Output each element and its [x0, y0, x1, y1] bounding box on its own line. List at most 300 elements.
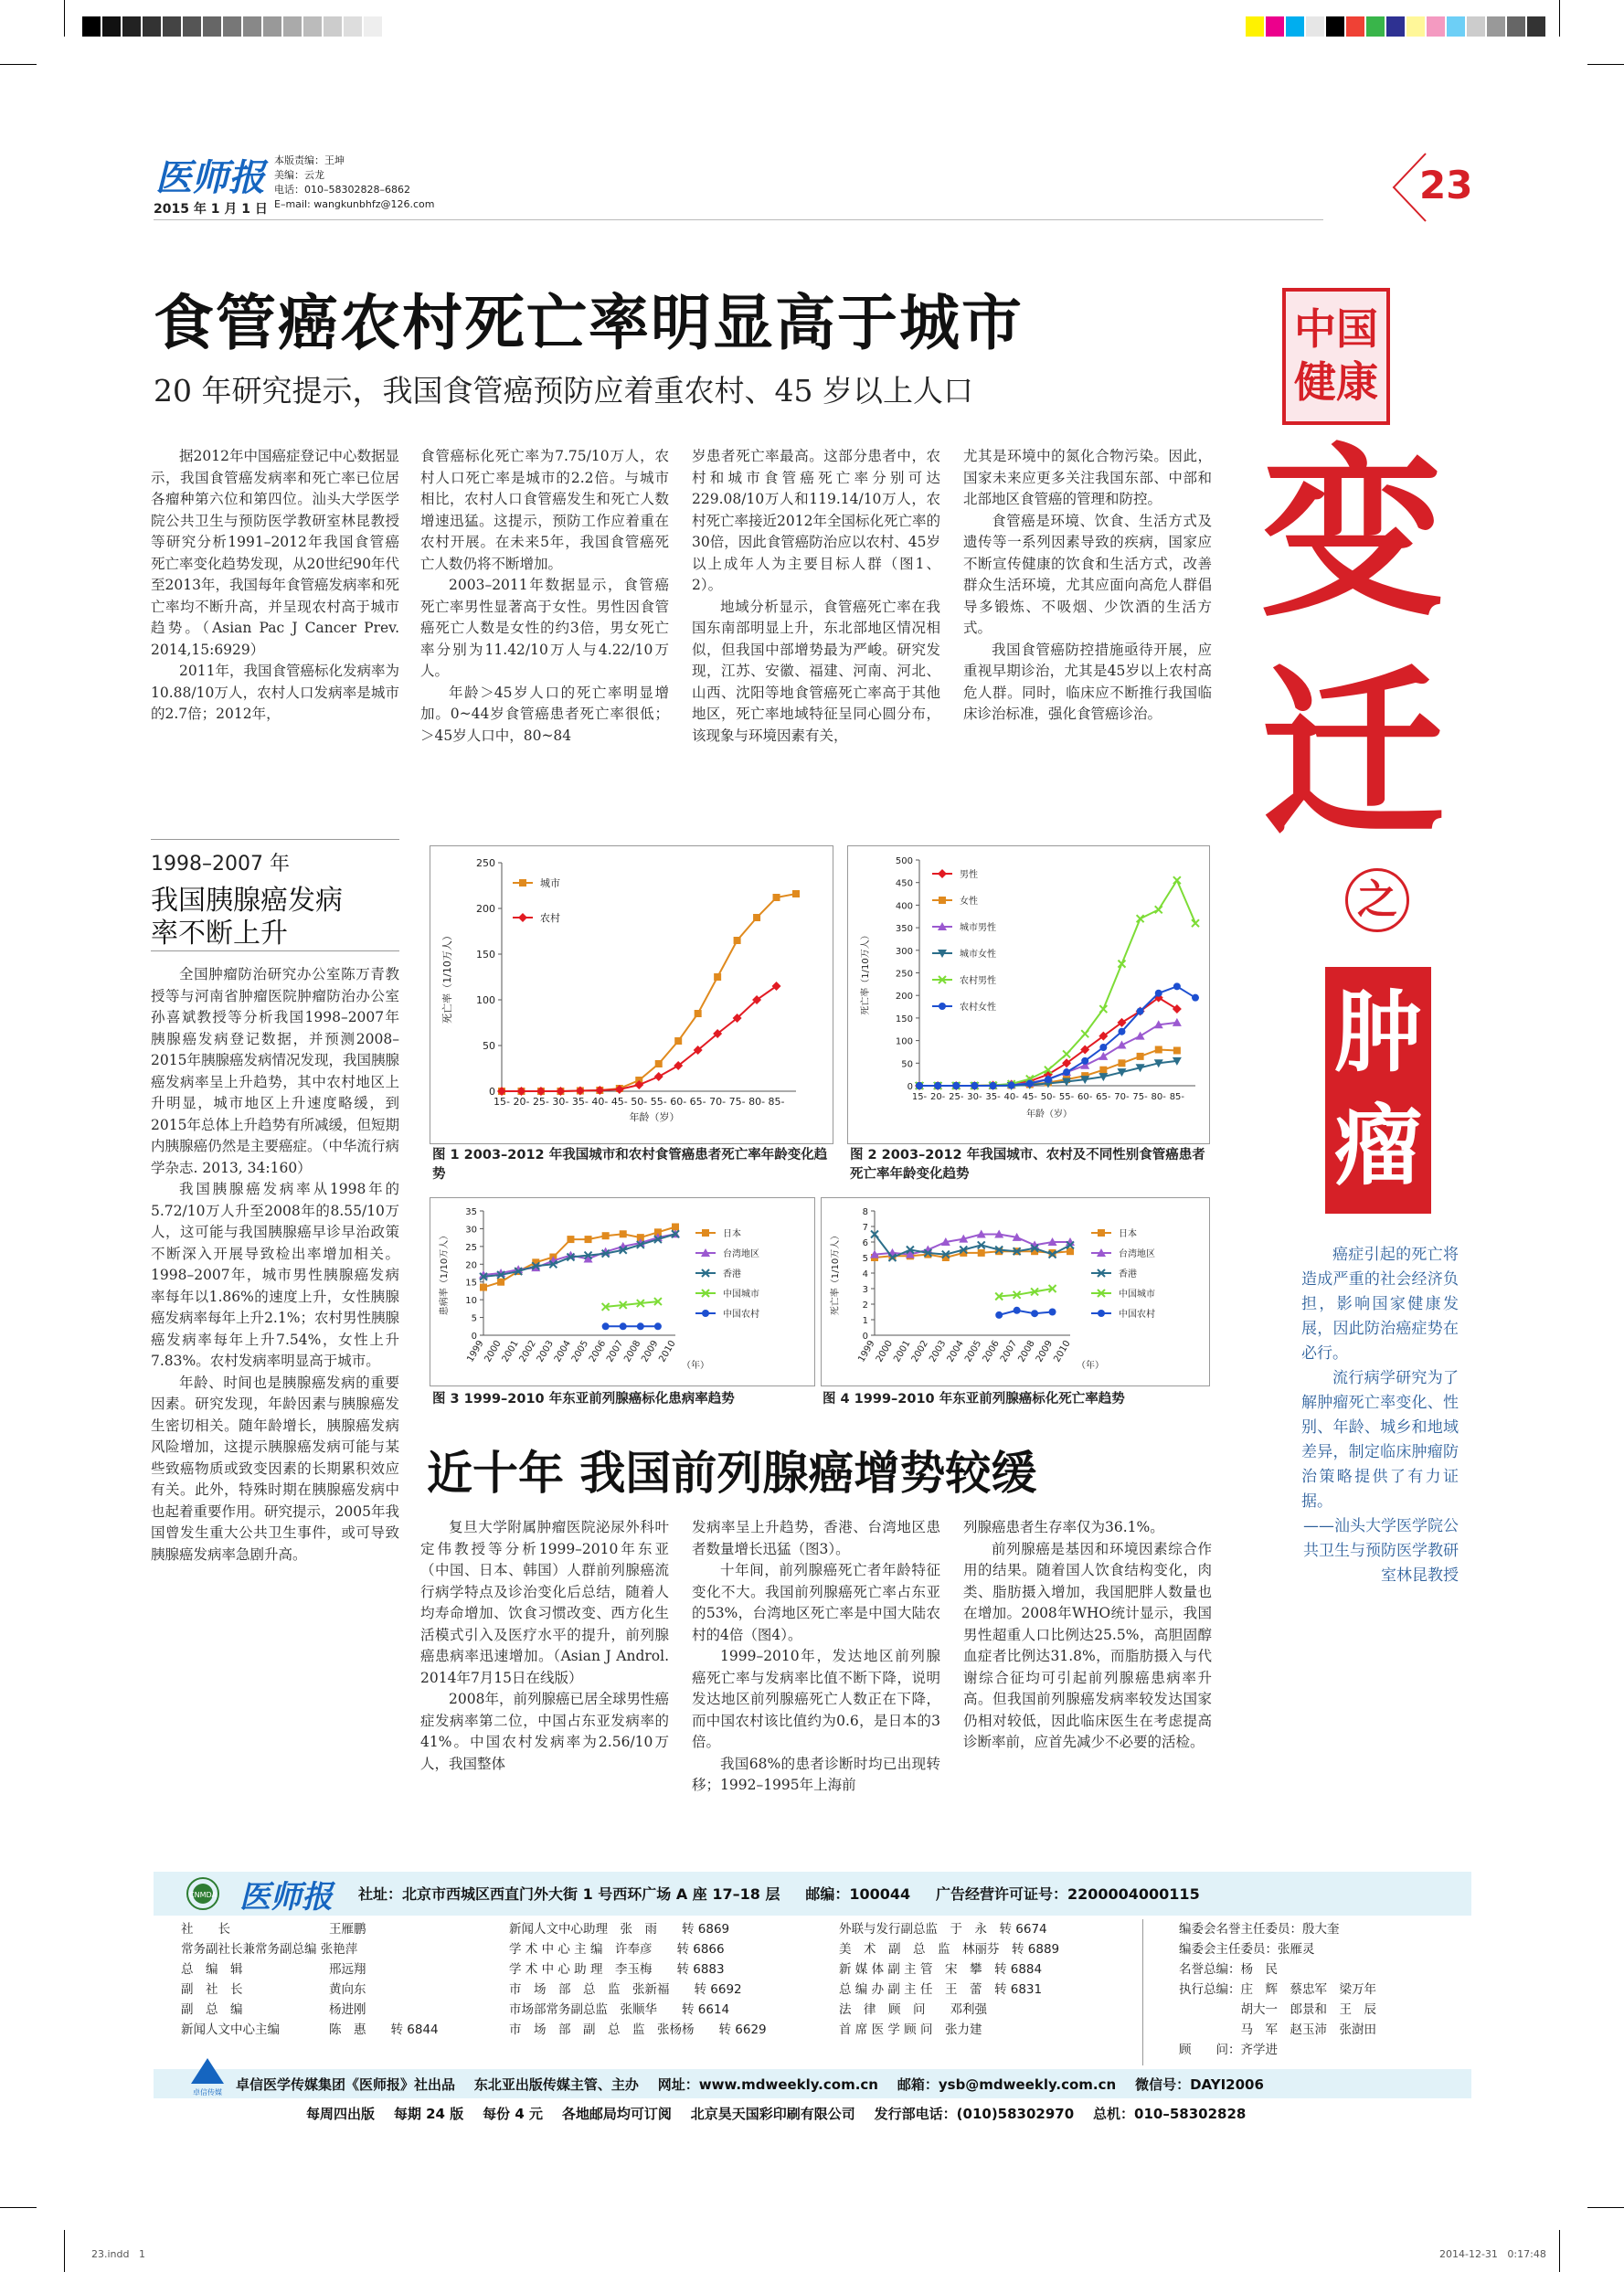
legend-label: 男性 [960, 870, 978, 880]
tumor-label-1: 肿 [1334, 982, 1422, 1084]
data-point [1136, 1032, 1145, 1040]
article2-paragraph: 我国胰腺癌发病率从1998年的5.72/10万人升至2008年的8.55/10万人，这可能与我国胰腺癌早诊早治政策不断深入开展导致检出率增加相关。1998–2007年，城市男性胰腺癌发病率每年以1.86%的速度上升，女性胰腺癌发病率每年上升2.1%；农村男性胰腺癌发病率每年上升7.54%，女性上升7.83%。农村发病率明显高于城市。 [151, 1181, 399, 1369]
data-point [939, 1003, 946, 1010]
data-point [674, 1037, 682, 1045]
cnmda-logo-icon [181, 1875, 225, 1912]
y-tick-label: 15 [465, 1278, 477, 1289]
article3-paragraph: 发病率呈上升趋势，香港、台湾地区患者数量增长迅猛（图3）。 [692, 1519, 940, 1557]
figure-4-chart [822, 1198, 1209, 1385]
article2-body [151, 964, 399, 1566]
staff-line: 常务副社长兼常务副总编 张艳萍 [181, 1942, 358, 1957]
data-point [567, 1236, 574, 1243]
x-tick-label: 40- [1003, 1092, 1019, 1102]
figure-2-chart [848, 846, 1209, 1143]
y-tick-label: 30 [465, 1225, 477, 1236]
figure-3-chart [430, 1198, 814, 1385]
article3-paragraph: 1999–2010年，发达地区前列腺癌死亡率与发病率比值不断下降，说明发达地区前列腺癌死亡人数正在下降，而中国农村该比值约为0.6，是日本的3倍。 [692, 1648, 940, 1750]
sidebar-paragraph-1: 癌症引起的死亡将造成严重的社会经济负担，影响国家健康发展，因此防治癌症势在必行。 [1301, 1246, 1459, 1363]
data-point [1173, 982, 1181, 990]
staff-divider [1142, 1919, 1143, 2065]
y-axis-label: 死亡率（1/10万人） [861, 930, 871, 1015]
crop-mark [0, 2207, 37, 2208]
data-point [938, 869, 947, 878]
data-point [753, 914, 760, 921]
article1-column-4 [963, 446, 1212, 726]
x-tick-label: 15- [494, 1096, 510, 1108]
y-tick-label: 400 [895, 901, 913, 912]
masthead-rule [154, 219, 1323, 220]
crop-mark [1587, 64, 1624, 65]
x-tick-label: 80- [748, 1096, 766, 1108]
x-tick-label: 2001 [500, 1339, 521, 1364]
staff-line: 新 媒 体 副 主 管 宋 攀 转 6884 [839, 1962, 1043, 1977]
figure-4 [821, 1197, 1210, 1386]
y-tick-label: 0 [489, 1086, 495, 1098]
editor-credit: 本版责编：王坤 [274, 154, 345, 166]
x-tick-label: 2009 [640, 1339, 661, 1364]
column-title-bian: 变 [1261, 427, 1445, 642]
data-point [1173, 876, 1181, 884]
y-tick-label: 250 [476, 857, 495, 869]
data-point [1063, 1068, 1070, 1076]
data-point [1137, 1007, 1144, 1014]
y-tick-label: 50 [483, 1040, 495, 1052]
column-title-zhi-circle [1345, 868, 1409, 932]
legend-label: 中国农村 [723, 1310, 759, 1320]
figure-1 [430, 845, 833, 1144]
staff-line: 社 长 王雁鹏 [181, 1922, 366, 1937]
staff-line: 市场部常务副总监 张顺华 转 6614 [509, 2002, 730, 2017]
data-point [519, 879, 526, 887]
article1-paragraph: 据2012年中国癌症登记中心数据显示，我国食管癌发病率和死亡率已位居各瘤种第六位和第四位。汕头大学医学院公共卫生与预防医学教研室林昆教授等研究分析1991–2012年我国食管癌死亡率变化趋势发现，从20世纪90年代至2013年，我国每年食管癌发病率和死亡率均不断升高，并呈现农村高于城市趋势。（Asian Pac J Cancer Prev. 2014,15:6929） [151, 448, 399, 658]
y-tick-label: 150 [895, 1014, 913, 1025]
column-title-qian: 迁 [1261, 646, 1445, 861]
staff-line: 外联与发行副总监 于 永 转 6674 [839, 1922, 1047, 1937]
x-tick-label: 2000 [874, 1339, 896, 1364]
legend-label: 城市男性 [960, 923, 996, 933]
legend-label: 农村 [540, 912, 560, 924]
legend-label: 日本 [1119, 1229, 1137, 1239]
legend-label: 中国农村 [1119, 1310, 1155, 1320]
staff-line: 编委会名誉主任委员：殷大奎 [1179, 1922, 1340, 1937]
x-tick-label: 2005 [963, 1339, 984, 1364]
page-number: 23 [1419, 163, 1473, 207]
x-tick-label: 60- [670, 1096, 687, 1108]
x-tick-label: 85- [1169, 1092, 1185, 1102]
x-tick-label: 25- [532, 1096, 549, 1108]
y-tick-label: 4 [862, 1269, 868, 1279]
staff-column-2 [509, 1919, 767, 2040]
staff-line: 执行总编：庄 辉 蔡忠军 梁万年 [1179, 1982, 1376, 1997]
x-tick-label: 2003 [928, 1339, 949, 1364]
y-tick-label: 10 [465, 1296, 477, 1307]
sidebar-signature: ——汕头大学医学院公共卫生与预防医学教研室林昆教授 [1303, 1517, 1459, 1585]
article1-column-1 [151, 446, 399, 726]
x-tick-label: 1999 [465, 1339, 486, 1364]
article3-column-2 [692, 1517, 940, 1797]
article2-kicker: 1998–2007 年 [151, 853, 290, 876]
article1-paragraph: 食管癌是环境、饮食、生活方式及遗传等一系列因素导致的疾病，国家应不断宣传健康的饮食和生活方式，改善群众生活环境，尤其应面向高危人群倡导多锻炼、不吸烟、少饮酒的生活方式。 [963, 512, 1212, 636]
data-point [773, 894, 780, 901]
data-point [1014, 1307, 1021, 1314]
y-tick-label: 0 [471, 1332, 477, 1342]
x-tick-label: 60- [1077, 1092, 1093, 1102]
page-title: 食管癌农村死亡率明显高于城市 [154, 288, 1024, 358]
data-point [990, 1082, 997, 1089]
x-tick-label: 30- [552, 1096, 569, 1108]
slug-timestamp: 2014-12-31 0:17:48 [1439, 2248, 1546, 2260]
staff-column-1 [181, 1919, 439, 2040]
staff-line: 市 场 部 副 总 监 张杨杨 转 6629 [509, 2023, 767, 2037]
data-point [1049, 1309, 1056, 1316]
article3-paragraph: 十年间，前列腺癌死亡者年龄特征变化不大。我国前列腺癌死亡率占东亚的53%，台湾地区死亡率是中国大陆农村的4倍（图4）。 [692, 1562, 940, 1643]
y-tick-label: 2 [862, 1301, 868, 1311]
x-tick-label: 75- [1132, 1092, 1148, 1102]
crop-mark [1559, 2230, 1560, 2272]
article3-paragraph: 2008年，前列腺癌已居全球男性癌症发病率第二位，中国占东亚发病率的41%。中国农村发病率为2.56/10万人，我国整体 [420, 1691, 669, 1772]
data-point [1118, 1059, 1125, 1067]
series-line [606, 1301, 658, 1307]
data-point [1063, 1050, 1070, 1057]
sidebar-paragraph-2: 流行病学研究为了解肿瘤死亡率变化、性别、年龄、城乡和地域差异，制定临床肿瘤防治策略提供了有力证据。 [1301, 1369, 1459, 1511]
footer-bottom-line: 每周四出版 每期 24 版 每份 4 元 各地邮局均可订阅 北京昊天国彩印刷有限公司 发行部电话：(010)58302970 总机：010–58302828 [306, 2106, 1247, 2122]
crop-mark [64, 0, 65, 37]
staff-line: 顾 问：齐学进 [1179, 2043, 1278, 2057]
staff-line: 美 术 副 总 监 林丽芬 转 6889 [839, 1942, 1060, 1957]
y-tick-label: 3 [862, 1285, 868, 1295]
staff-line: 总 编 辑 邢远翔 [181, 1962, 366, 1977]
x-tick-label: 45- [1022, 1092, 1037, 1102]
article1-paragraph: 2003–2011年数据显示，食管癌死亡率男性显著高于女性。男性因食管癌死亡人数是女性的约3倍，男女死亡率分别为11.42/10万人与4.22/10万人。 [420, 577, 669, 679]
x-tick-label: 2000 [483, 1339, 504, 1364]
y-axis-label: 死亡率（1/10万人） [441, 930, 453, 1024]
x-axis-label: （年） [1077, 1361, 1104, 1371]
phone-credit: 电话：010–58302828–6862 [274, 184, 410, 196]
y-tick-label: 6 [862, 1238, 868, 1248]
figure-1-caption: 图 1 2003–2012 年我国城市和农村食管癌患者死亡率年龄变化趋势 [432, 1148, 828, 1182]
data-point [1137, 915, 1144, 922]
x-tick-label: 2006 [587, 1339, 609, 1364]
staff-line: 副 社 长 黄向东 [181, 1982, 366, 1997]
y-tick-label: 0 [862, 1332, 868, 1342]
figure-2-caption: 图 2 2003–2012 年我国城市、农村及不同性别食管癌患者死亡率年龄变化趋势 [850, 1148, 1205, 1182]
staff-line: 总 编 办 副 主 任 王 蕾 转 6831 [839, 1982, 1043, 1997]
data-point [654, 1322, 662, 1330]
data-point [1137, 1053, 1144, 1060]
data-point [1045, 1076, 1052, 1083]
x-tick-label: 50- [631, 1096, 648, 1108]
legend-label: 农村女性 [960, 1003, 996, 1013]
zhuoxin-logo-text: 卓信传媒 [193, 2088, 222, 2097]
data-point [497, 1279, 504, 1286]
x-tick-label: 40- [591, 1096, 609, 1108]
article1-paragraph: 2011年，我国食管癌标化发病率为10.88/10万人，农村人口发病率是城市的2.7倍；2012年， [151, 663, 399, 722]
y-tick-label: 350 [895, 924, 913, 935]
staff-line: 胡大一 郎景和 王 辰 [1179, 2002, 1376, 2017]
legend-label: 香港 [723, 1269, 741, 1279]
y-tick-label: 5 [862, 1254, 868, 1264]
x-tick-label: 2006 [981, 1339, 1002, 1364]
cnmda-logo-text: CNMDA [189, 1891, 217, 1899]
data-point [1155, 1046, 1162, 1053]
data-point [1099, 1005, 1107, 1013]
x-tick-label: 2002 [909, 1339, 930, 1364]
staff-line: 新闻人文中心助理 张 雨 转 6869 [509, 1922, 730, 1937]
crop-mark [0, 64, 37, 65]
x-tick-label: 55- [650, 1096, 667, 1108]
figure-2 [847, 845, 1210, 1144]
x-tick-label: 2010 [657, 1339, 678, 1364]
y-tick-label: 5 [471, 1313, 477, 1324]
article1-paragraph: 年龄＞45岁人口的死亡率明显增加。0~44岁食管癌患者死亡率很低；＞45岁人口中，80~84 [420, 684, 669, 744]
data-point [1173, 1004, 1182, 1014]
data-point [620, 1230, 627, 1237]
figure-1-chart [430, 846, 833, 1143]
crop-mark [1559, 0, 1560, 37]
data-point [480, 1284, 487, 1291]
stamp-line-1: 中国 [1294, 304, 1378, 354]
data-point [518, 913, 527, 922]
y-tick-label: 250 [895, 969, 913, 980]
article2-rule [151, 839, 399, 840]
data-point [734, 937, 741, 944]
legend-label: 女性 [960, 897, 978, 907]
x-tick-label: 20- [929, 1092, 946, 1102]
registration-color-bar [1246, 16, 1547, 37]
y-tick-label: 25 [465, 1242, 477, 1253]
article2-paragraph: 年龄、时间也是胰腺癌发病的重要因素。研究发现，年龄因素与胰腺癌发生密切相关。随年龄增长，胰腺癌发病风险增加，这提示胰腺癌发病可能与某些致癌物质或致变因素的长期累积效应有关。此外，特殊时期在胰腺癌发病中也起着重要作用。研究提示，2005年我国曾发生重大公共卫生事件，或可导致胰腺癌发病率急剧升高。 [151, 1374, 399, 1563]
data-point [1008, 1082, 1015, 1089]
figure-3 [430, 1197, 815, 1386]
legend-label: 台湾地区 [723, 1249, 759, 1259]
x-tick-label: 55- [1058, 1092, 1075, 1102]
x-tick-label: 45- [610, 1096, 628, 1108]
legend-label: 台湾地区 [1119, 1249, 1155, 1259]
x-tick-label: 15- [911, 1092, 928, 1102]
staff-line: 新闻人文中心主编 陈 惠 转 6844 [181, 2023, 439, 2037]
data-point [714, 973, 721, 981]
data-point [602, 1322, 610, 1330]
article1-paragraph: 地域分析显示，食管癌死亡率在我国东南部明显上升，东北部地区情况相似，但我国中部增势最为严峻。研究发现，江苏、安徽、福建、河南、河北、山西、沈阳等地食管癌死亡率高于其他地区，死亡率地域特征呈同心圆分布，该现象与环境因素有关， [692, 598, 940, 744]
article1-column-2 [420, 446, 669, 747]
legend-label: 中国城市 [723, 1290, 759, 1300]
y-axis-label: 患病率（1/10万人） [440, 1230, 450, 1316]
y-tick-label: 35 [465, 1207, 477, 1217]
data-point [1173, 1046, 1181, 1054]
footer-publisher: 卓信医学传媒集团《医师报》社出品 东北亚出版传媒主管、主办 网址：www.mdweekly.com.cn 邮箱：ysb@mdweekly.com.cn 微信号：DAYI2006 [236, 2076, 1264, 2093]
footer-address: 社址：北京市西城区西直门外大街 1 号西环广场 A 座 17–18 层 邮编：100044 广告经营许可证号：2200004000115 [358, 1885, 1200, 1903]
y-axis-label: 死亡率（1/10万人） [831, 1230, 841, 1316]
data-point [695, 1010, 702, 1017]
x-tick-label: 2010 [1052, 1339, 1073, 1364]
data-point [1099, 1052, 1108, 1060]
data-point [585, 1236, 592, 1243]
article2-title-2: 率不断上升 [151, 918, 288, 950]
staff-line: 名誉总编：杨 民 [1179, 1962, 1278, 1977]
x-tick-label: 85- [768, 1096, 785, 1108]
data-point [1099, 1044, 1107, 1051]
data-point [654, 1072, 663, 1081]
y-tick-label: 0 [907, 1082, 913, 1092]
health-stamp [1282, 288, 1390, 425]
data-point [1031, 1310, 1038, 1317]
x-tick-label: 70- [709, 1096, 727, 1108]
masthead-logo: 医师报 [155, 156, 265, 199]
data-point [971, 1082, 978, 1089]
registration-gray-bar [82, 16, 384, 37]
x-tick-label: 80- [1151, 1092, 1166, 1102]
y-tick-label: 100 [476, 994, 495, 1006]
data-point [1155, 906, 1162, 913]
data-point [1155, 990, 1162, 997]
article1-paragraph: 食管癌标化死亡率为7.75/10万人，农村人口死亡率是城市的2.2倍。与城市相比，农村人口食管癌发生和死亡人数增速迅猛。这提示，预防工作应着重在农村开展。在未来5年，我国食管癌死亡人数仍将不断增加。 [420, 448, 669, 572]
x-tick-label: 2004 [945, 1339, 966, 1364]
data-point [1098, 1310, 1105, 1317]
issue-date: 2015 年 1 月 1 日 [154, 202, 268, 217]
data-point [1098, 1229, 1105, 1237]
article3-title: 近十年 我国前列腺癌增势较缓 [427, 1447, 1037, 1500]
y-tick-label: 1 [862, 1316, 868, 1326]
crop-mark [64, 2230, 65, 2272]
article3-paragraph: 复旦大学附属肿瘤医院泌尿外科叶定伟教授等分析1999–2010年东亚（中国、日本、韩国）人群前列腺癌流行病学特点及诊治变化后总结，随着人均寿命增加、饮食习惯改变、西方化生活模式引入及医疗水平的提升，前列腺癌患病率迅速增加。（Asian J Androl. 2014年7月15日在线版） [420, 1519, 669, 1686]
article2-paragraph: 全国肿瘤防治研究办公室陈万青教授等与河南省肿瘤医院肿瘤防治办公室孙喜斌教授等分析我国1998–2007年胰腺癌发病登记数据，并预测2008–2015年胰腺癌发病情况发现，我国胰腺癌发病率呈上升趋势，其中农村地区上升明显，城市地区上升速度略缓，到2015年总体上升趋势有所减缓，但短期内胰腺癌仍然是主要癌症。（中华流行病学杂志. 2013, 34:160） [151, 966, 399, 1176]
y-tick-label: 7 [862, 1223, 868, 1233]
x-tick-label: 1999 [856, 1339, 877, 1364]
slug-file: 23.indd 1 [91, 2248, 145, 2260]
legend-label: 农村男性 [960, 976, 996, 986]
staff-line: 副 总 编 杨进刚 [181, 2002, 366, 2017]
footer-logo: 医师报 [239, 1879, 333, 1916]
column-title-zhi: 之 [1357, 876, 1397, 923]
stamp-line-2: 健康 [1294, 357, 1378, 407]
staff-line: 法 律 顾 问 邓利强 [839, 2002, 987, 2017]
data-point [1118, 1028, 1125, 1035]
figure-3-caption: 图 3 1999–2010 年东亚前列腺癌标化患病率趋势 [432, 1392, 735, 1407]
staff-line: 编委会主任委员：张雁灵 [1179, 1942, 1315, 1957]
article1-column-3 [692, 446, 940, 747]
x-tick-label: 30- [967, 1092, 982, 1102]
article1-paragraph: 尤其是环境中的氮化合物污染。因此，国家未来应更多关注我国东部、中部和北部地区食管癌的管理和防控。 [963, 448, 1212, 507]
legend-label: 城市女性 [960, 950, 996, 960]
figure-4-caption: 图 4 1999–2010 年东亚前列腺癌标化死亡率趋势 [823, 1392, 1125, 1407]
data-point [1081, 1030, 1088, 1037]
data-point [1081, 1057, 1088, 1065]
data-point [916, 1082, 923, 1089]
legend-label: 香港 [1119, 1269, 1137, 1279]
legend-label: 日本 [723, 1229, 741, 1239]
y-tick-label: 20 [465, 1260, 477, 1271]
x-tick-label: 2005 [569, 1339, 591, 1364]
x-tick-label: 2004 [552, 1339, 574, 1364]
data-point [1192, 919, 1199, 927]
page-subtitle: 20 年研究提示，我国食管癌预防应着重农村、45 岁以上人口 [154, 373, 973, 409]
series-line [502, 986, 777, 1091]
article3-paragraph: 前列腺癌是基因和环境因素综合作用的结果。随着国人饮食结构变化，肉类、脂肪摄入增加，我国肥胖人数量也在增加。2008年WHO统计显示，我国男性超重人口比例达25.5%，高胆固醇血症者比例达31.8%，而脂肪摄入与代谢综合征均可引起前列腺癌患病率升高。但我国前列腺癌发病率较发达国家仍相对较低，因此临床医生在考虑提高诊断率前，应首先减少不必要的活检。 [963, 1540, 1212, 1750]
data-point [655, 1060, 663, 1067]
email-credit: E–mail: wangkunbhfz@126.com [274, 198, 435, 210]
y-tick-label: 200 [895, 992, 913, 1003]
tumor-label-box [1325, 967, 1431, 1214]
x-tick-label: 35- [571, 1096, 589, 1108]
y-tick-label: 8 [862, 1207, 868, 1217]
data-point [952, 1082, 960, 1089]
y-tick-label: 300 [895, 946, 913, 957]
x-axis-label: （年） [682, 1361, 709, 1371]
data-point [602, 1232, 610, 1239]
data-point [1118, 961, 1125, 968]
y-tick-label: 100 [895, 1036, 913, 1047]
data-point [702, 1229, 709, 1237]
x-tick-label: 75- [728, 1096, 746, 1108]
series-line [999, 1289, 1052, 1297]
x-tick-label: 70- [1114, 1092, 1130, 1102]
data-point [934, 1082, 941, 1089]
zhuoxin-logo-icon [187, 2054, 228, 2097]
data-point [1026, 1080, 1034, 1088]
x-tick-label: 35- [985, 1092, 1001, 1102]
x-tick-label: 2002 [517, 1339, 538, 1364]
crop-mark [1587, 2207, 1624, 2208]
data-point [1192, 994, 1199, 1002]
legend-label: 中国城市 [1119, 1290, 1155, 1300]
x-tick-label: 50- [1040, 1092, 1056, 1102]
staff-line: 马 军 赵玉沛 张澍田 [1179, 2023, 1376, 2037]
x-tick-label: 2009 [1034, 1339, 1056, 1364]
y-tick-label: 150 [476, 949, 495, 961]
designer-credit: 美编：云龙 [274, 169, 324, 181]
x-tick-label: 2001 [892, 1339, 913, 1364]
staff-line: 学 术 中 心 助 理 李玉梅 转 6883 [509, 1962, 725, 1977]
data-point [637, 1322, 644, 1330]
data-point [620, 1322, 627, 1330]
tumor-label-2: 瘤 [1334, 1095, 1422, 1197]
article2-rule-2 [151, 950, 399, 951]
article1-paragraph: 岁患者死亡率最高。这部分患者中，农村和城市食管癌死亡率分别可达229.08/10万人和119.14/10万人，农村死亡率接近2012年全国标化死亡率的30倍，因此食管癌防治应以农村、45岁以上成年人为主要目标人群（图1、2）。 [692, 448, 940, 593]
x-tick-label: 2008 [622, 1339, 643, 1364]
legend-label: 城市 [540, 877, 560, 889]
data-point [1099, 1067, 1107, 1074]
article3-paragraph: 列腺癌患者生存率仅为36.1%。 [963, 1519, 1164, 1535]
series-line [999, 1311, 1052, 1315]
x-tick-label: 25- [949, 1092, 964, 1102]
data-point [792, 890, 800, 897]
x-tick-label: 20- [513, 1096, 530, 1108]
staff-column-3 [839, 1919, 1059, 2040]
article2-title-1: 我国胰腺癌发病 [151, 885, 343, 917]
data-point [995, 1311, 1003, 1319]
y-tick-label: 200 [476, 903, 495, 915]
x-tick-label: 2007 [605, 1339, 626, 1364]
article3-paragraph: 我国68%的患者诊断时均已出现转移；1992–1995年上海前 [692, 1755, 940, 1793]
x-tick-label: 65- [1096, 1092, 1111, 1102]
data-point [702, 1310, 709, 1317]
staff-line: 首 席 医 学 顾 问 张力建 [839, 2023, 982, 2037]
masthead-credits [274, 154, 434, 212]
y-tick-label: 450 [895, 878, 913, 889]
column-sidebar [1301, 1243, 1459, 1588]
y-tick-label: 500 [895, 856, 913, 866]
data-point [1117, 1041, 1126, 1049]
article3-column-3 [963, 1517, 1212, 1754]
staff-column-4 [1179, 1919, 1376, 2060]
x-tick-label: 2008 [1016, 1339, 1037, 1364]
staff-line: 学 术 中 心 主 编 许奉彦 转 6866 [509, 1942, 725, 1957]
article3-column-1 [420, 1517, 669, 1775]
article1-paragraph: 我国食管癌防控措施亟待开展，应重视早期诊治，尤其是45岁以上农村高危人群。同时，临床应不断推行我国临床诊治标准，强化食管癌诊治。 [963, 641, 1212, 722]
y-tick-label: 50 [901, 1059, 913, 1070]
staff-line: 市 场 部 总 监 张新福 转 6692 [509, 1982, 742, 1997]
x-tick-label: 2003 [535, 1339, 556, 1364]
